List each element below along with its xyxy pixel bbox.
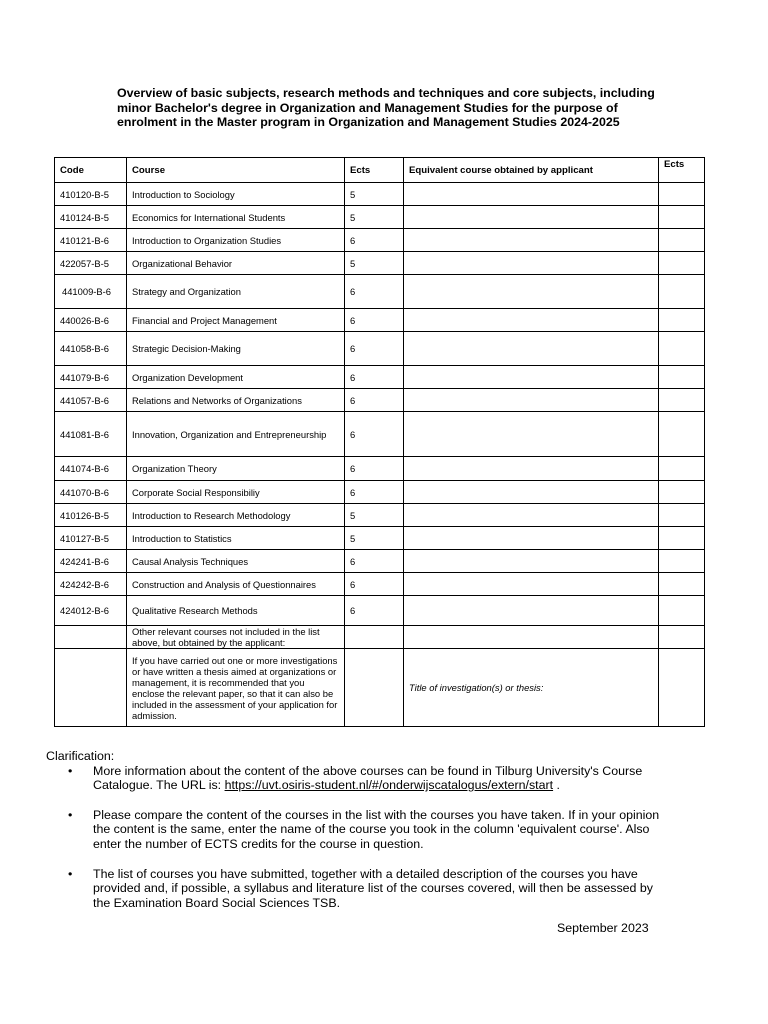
other-courses-row (55, 626, 705, 649)
table-header-row (55, 158, 705, 183)
list-item (46, 808, 666, 852)
applicant-ects-cell[interactable] (659, 366, 705, 389)
table-row (55, 527, 705, 550)
equivalent-course-cell[interactable] (404, 527, 659, 550)
course-name: Relations and Networks of Organizations (127, 389, 345, 412)
table-row (55, 206, 705, 229)
courses-table (54, 157, 705, 727)
course-code: 441057-B-6 (55, 389, 127, 412)
equivalent-course-cell[interactable] (404, 309, 659, 332)
table-row (55, 504, 705, 527)
equivalent-course-cell[interactable] (404, 332, 659, 366)
applicant-ects-cell[interactable] (659, 252, 705, 275)
table-row (55, 389, 705, 412)
equivalent-course-cell[interactable] (404, 229, 659, 252)
course-ects: 6 (345, 550, 404, 573)
table-row (55, 573, 705, 596)
thesis-row (55, 649, 705, 727)
table-row (55, 481, 705, 504)
empty-code-cell (55, 649, 127, 727)
applicant-ects-cell[interactable] (659, 649, 705, 727)
course-ects: 6 (345, 457, 404, 481)
other-courses-note: Other relevant courses not included in the list above, but obtained by the applicant: (127, 626, 345, 649)
course-name: Strategic Decision-Making (127, 332, 345, 366)
equivalent-course-cell[interactable] (404, 206, 659, 229)
course-name: Qualitative Research Methods (127, 596, 345, 626)
table-row (55, 412, 705, 457)
table-row (55, 229, 705, 252)
equivalent-course-cell[interactable] (404, 481, 659, 504)
applicant-ects-cell[interactable] (659, 481, 705, 504)
applicant-ects-cell[interactable] (659, 389, 705, 412)
applicant-ects-cell[interactable] (659, 275, 705, 309)
list-item (46, 764, 666, 793)
applicant-ects-cell[interactable] (659, 550, 705, 573)
clarification-heading: Clarification: (46, 749, 115, 763)
equivalent-course-cell[interactable] (404, 412, 659, 457)
clarification-text: Please compare the content of the courses in the list with the courses you have taken. If in your opinion the content is the same, enter the name of the course you took in the column 'equivalent course'. Also enter the number of ECTS credits for the course in question. (93, 807, 660, 851)
course-ects: 6 (345, 366, 404, 389)
course-code: 424241-B-6 (55, 550, 127, 573)
course-ects: 6 (345, 275, 404, 309)
course-code: 441079-B-6 (55, 366, 127, 389)
applicant-ects-cell[interactable] (659, 332, 705, 366)
equivalent-course-cell[interactable] (404, 550, 659, 573)
course-code: 441070-B-6 (55, 481, 127, 504)
equivalent-course-cell[interactable] (404, 504, 659, 527)
course-ects: 6 (345, 573, 404, 596)
course-code: 424012-B-6 (55, 596, 127, 626)
applicant-ects-cell[interactable] (659, 626, 705, 649)
applicant-ects-cell[interactable] (659, 206, 705, 229)
header-ects: Ects (345, 158, 404, 183)
table-row (55, 309, 705, 332)
clarification-text: More information about the content of the above courses can be found in Tilburg University's Course Catalogue. The URL is: (93, 763, 643, 793)
course-code: 441081-B-6 (55, 412, 127, 457)
course-ects: 5 (345, 183, 404, 206)
applicant-ects-cell[interactable] (659, 504, 705, 527)
table-row (55, 596, 705, 626)
course-ects: 6 (345, 309, 404, 332)
bullet-icon: • (68, 866, 73, 881)
applicant-ects-cell[interactable] (659, 412, 705, 457)
empty-code-cell (55, 626, 127, 649)
course-name: Innovation, Organization and Entrepreneurship (127, 412, 345, 457)
course-name: Introduction to Statistics (127, 527, 345, 550)
equivalent-course-cell[interactable] (404, 366, 659, 389)
course-code: 410120-B-5 (55, 183, 127, 206)
course-name: Corporate Social Responsibiliy (127, 481, 345, 504)
applicant-ects-cell[interactable] (659, 457, 705, 481)
equivalent-course-cell[interactable] (404, 626, 659, 649)
header-applicant-ects: Ects (659, 158, 705, 183)
course-ects: 6 (345, 596, 404, 626)
course-name: Financial and Project Management (127, 309, 345, 332)
course-ects: 6 (345, 481, 404, 504)
course-name: Construction and Analysis of Questionnaires (127, 573, 345, 596)
document-title: Overview of basic subjects, research methods and techniques and core subjects, including minor Bachelor's degree in Organization and Management Studies for the purpose of enrolment in the Master program in Organization and Management Studies 2024-2025 (117, 86, 655, 130)
course-ects: 5 (345, 252, 404, 275)
header-equivalent-course: Equivalent course obtained by applicant (404, 158, 659, 183)
bullet-icon: • (68, 763, 73, 778)
empty-ects-cell[interactable] (345, 649, 404, 727)
course-name: Organization Theory (127, 457, 345, 481)
course-code: 424242-B-6 (55, 573, 127, 596)
course-code: 410121-B-6 (55, 229, 127, 252)
course-ects: 6 (345, 332, 404, 366)
equivalent-course-cell[interactable] (404, 457, 659, 481)
empty-ects-cell[interactable] (345, 626, 404, 649)
course-code: 440026-B-6 (55, 309, 127, 332)
document-date: September 2023 (557, 921, 649, 935)
course-name: Introduction to Research Methodology (127, 504, 345, 527)
equivalent-course-cell[interactable] (404, 252, 659, 275)
clarification-text: The list of courses you have submitted, together with a detailed description of the courses you have provided and, if possible, a syllabus and literature list of the courses covered, will then be assessed by the Examination Board Social Sciences TSB. (93, 866, 653, 910)
course-ects: 5 (345, 504, 404, 527)
course-name: Introduction to Sociology (127, 183, 345, 206)
course-code: 441074-B-6 (55, 457, 127, 481)
course-ects: 6 (345, 412, 404, 457)
course-name: Organizational Behavior (127, 252, 345, 275)
equivalent-course-cell[interactable] (404, 389, 659, 412)
header-course: Course (127, 158, 345, 183)
table-row (55, 550, 705, 573)
thesis-note: If you have carried out one or more investigations or have written a thesis aimed at organizations or management, it is recommended that you enclose the relevant paper, so that it can also be included in the assessment of your application for admission. (127, 649, 345, 727)
course-code: 410127-B-5 (55, 527, 127, 550)
course-catalogue-link[interactable]: https://uvt.osiris-student.nl/#/onderwijscatalogus/extern/start (224, 778, 554, 793)
equivalent-course-cell[interactable] (404, 573, 659, 596)
table-row (55, 183, 705, 206)
clarification-text-end: . (553, 778, 560, 793)
table-row (55, 252, 705, 275)
bullet-icon: • (68, 807, 73, 822)
equivalent-course-cell[interactable] (404, 596, 659, 626)
list-item (46, 867, 666, 911)
clarification-section (46, 749, 666, 925)
course-name: Economics for International Students (127, 206, 345, 229)
table-row (55, 332, 705, 366)
table-row (55, 366, 705, 389)
course-ects: 6 (345, 389, 404, 412)
applicant-ects-cell[interactable] (659, 573, 705, 596)
equivalent-course-cell[interactable] (404, 183, 659, 206)
course-name: Organization Development (127, 366, 345, 389)
course-ects: 5 (345, 206, 404, 229)
applicant-ects-cell[interactable] (659, 527, 705, 550)
equivalent-course-cell[interactable] (404, 275, 659, 309)
course-name: Causal Analysis Techniques (127, 550, 345, 573)
table-row (55, 275, 705, 309)
applicant-ects-cell[interactable] (659, 229, 705, 252)
thesis-title-field[interactable]: Title of investigation(s) or thesis: (404, 649, 659, 727)
applicant-ects-cell[interactable] (659, 309, 705, 332)
course-code: 410126-B-5 (55, 504, 127, 527)
applicant-ects-cell[interactable] (659, 183, 705, 206)
header-code: Code (55, 158, 127, 183)
course-code: 441009-B-6 (55, 275, 127, 309)
course-ects: 6 (345, 229, 404, 252)
course-code: 441058-B-6 (55, 332, 127, 366)
clarification-list (46, 764, 666, 911)
course-ects: 5 (345, 527, 404, 550)
course-code: 410124-B-5 (55, 206, 127, 229)
course-code: 422057-B-5 (55, 252, 127, 275)
course-name: Introduction to Organization Studies (127, 229, 345, 252)
course-name: Strategy and Organization (127, 275, 345, 309)
applicant-ects-cell[interactable] (659, 596, 705, 626)
table-row (55, 457, 705, 481)
